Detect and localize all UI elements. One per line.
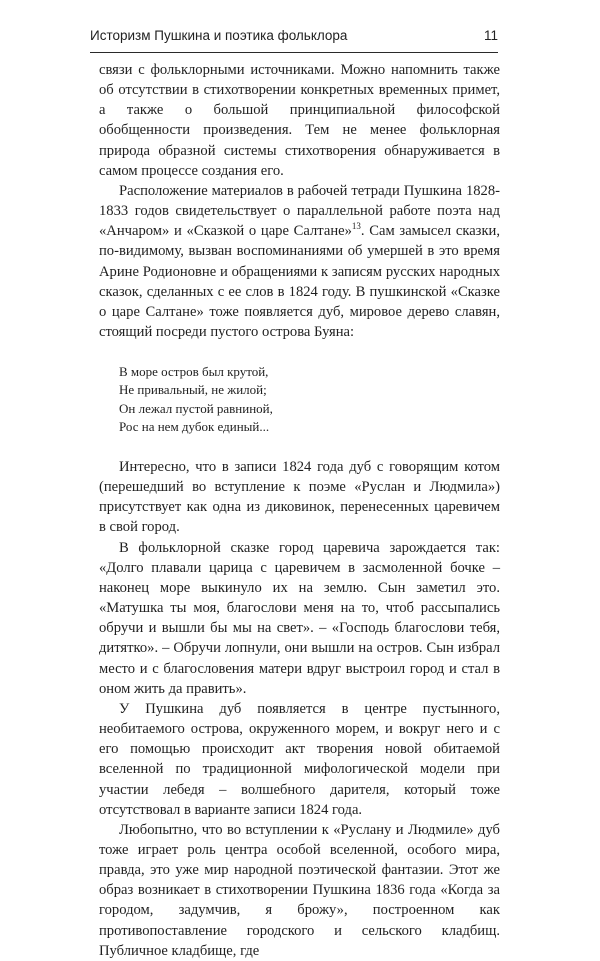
paragraph: В фольклорной сказке город царевича зарождается так: «Долго плавали царица с царевичем в засмоленной бочке – наконец море выкинуло их на землю. Сын заметил это. «Матушка ты моя, благослови меня на то, чтоб рассыпались обручи и вышли бы мы на свет». – «Господь благослови тебя, дитятко». – Обручи лопнули, они вышли на остров. Сын избрал место и с благословения матери вдруг выстроил город и стал в оном жить да править». [99,539,500,697]
verse-line: Не привальный, не жилой; [119,382,267,398]
paragraph-text: Расположение материалов в рабочей тетради Пушкина 1828-1833 годов свидетельствует о параллельной работе поэта над «Анчаром» и «Сказкой о царе Салтане» [99,182,500,240]
running-title: Историзм Пушкина и поэтика фольклора [90,28,348,43]
paragraph [99,181,500,342]
verse-line: В море остров был крутой, [119,364,269,380]
paragraph: Интересно, что в записи 1824 года дуб с говорящим котом (перешедший во вступление к поэме «Руслан и Людмила») присутствует как одна из диковинок, перенесенных царевичем в свой город. [99,459,500,536]
page-number: 11 [483,28,498,43]
footnote-ref: 13 [351,221,361,232]
verse-quote [119,363,500,436]
paragraph: У Пушкина дуб появляется в центре пустынного, необитаемого острова, окруженного морем, и вокруг него и с его помощью происходит акт творения новой обитаемой вселенной по традиционной мифологической модели при участии лебедя – волшебного дарителя, который тоже отсутствовал в варианте записи 1824 года. [99,700,500,818]
body-text [99,60,500,961]
running-header [90,28,498,53]
paragraph: Любопытно, что во вступлении к «Руслану и Людмиле» дуб тоже играет роль центра особой вселенной, особого мира, правда, это уже мир народной поэтической фантазии. Этот же образ возникает в стихотворении Пушкина 1836 года «Когда за городом, задумчив, я брожу», построенном как противопоставление городского и сельского кладбищ. Публичное кладбище, где [99,821,500,959]
verse-line: Он лежал пустой равниной, [119,400,273,416]
verse-line: Рос на нем дубок единый... [119,418,270,434]
paragraph: связи с фольклорными источниками. Можно напомнить также об отсутствии в стихотворении конкретных временных примет, а также о большой принципиальной философской обобщенности произведения. Тем не менее фольклорная природа образной системы стихотворения обнаруживается в самом процессе создания его. [99,62,500,179]
paragraph-text: . Сам замысел сказки, по-видимому, вызван воспоминаниями об умершей в это время Арине Родионовне и обращениями к записям русских народных сказок, сделанных с ее слов в 1824 году. В пушкинской «Сказке о царе Салтане» тоже появляется дуб, мировое дерево славян, стоящий посреди пустого острова Буяна: [99,223,500,341]
